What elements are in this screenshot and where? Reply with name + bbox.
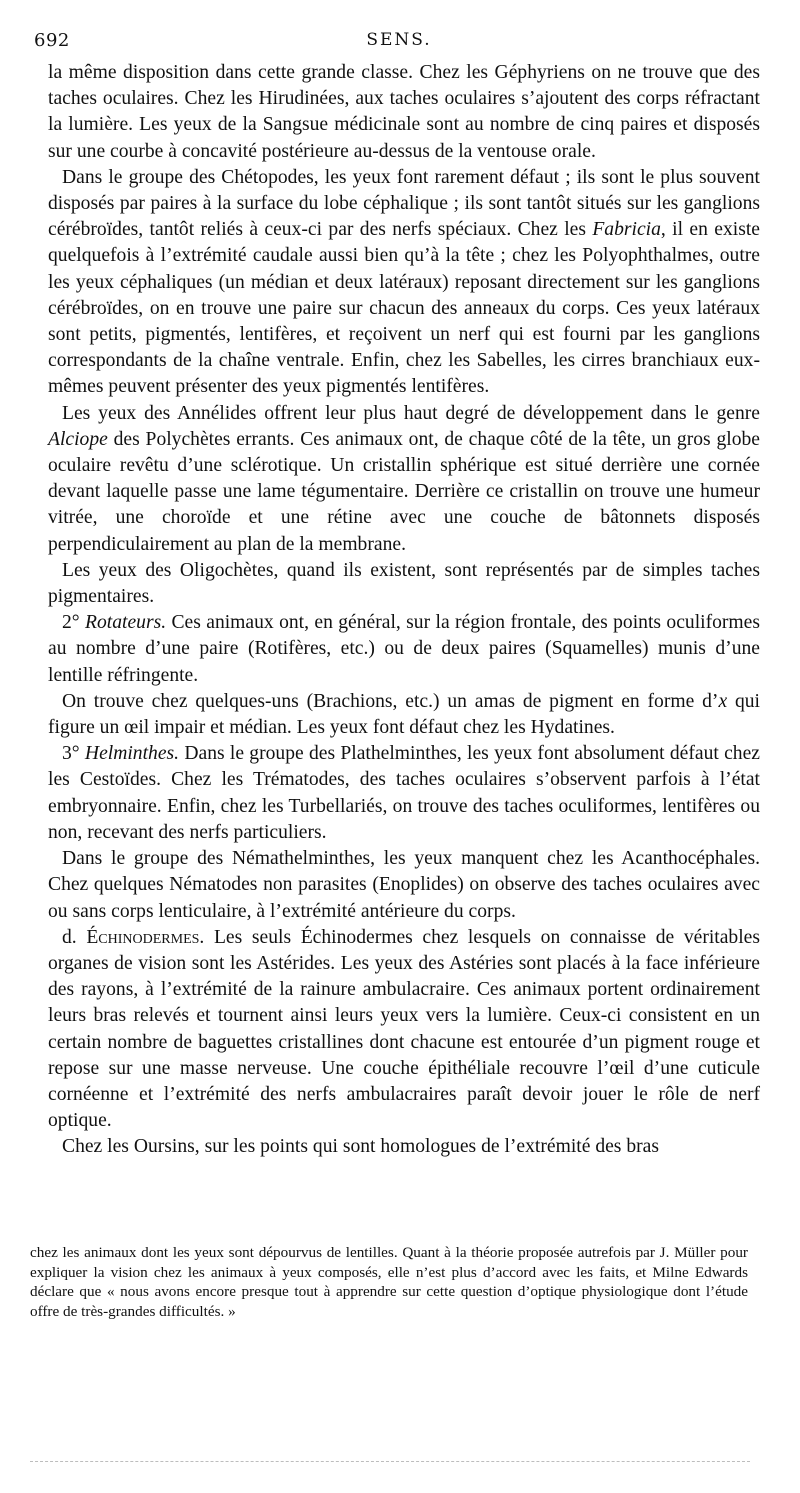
running-head [34,30,764,56]
genus-name-fabricia: Fabricia [592,219,661,241]
genus-name-alciope: Alciope [48,428,108,450]
paragraph-rotateurs [48,610,760,689]
paragraph-text: la même disposition dans cette grande classe. Chez les Géphyriens on ne trouve que des taches oculaires. Chez les Hirudinées, aux taches oculaires s’ajoutent des corps réfractant la lumière. Les yeux de la Sangsue médicinale sont au nombre de cinq paires et disposés sur une courbe à concavité postérieure au-dessus de la ventouse orale. [48,62,760,162]
paragraph-text: des Polychètes errants. Ces animaux ont, de chaque côté de la tête, un gros globe oculaire revêtu d’une sclérotique. Un cristallin sphérique est situé derrière une cornée devant laquelle passe une lame tégumentaire. Derrière ce cristallin on trouve une humeur vitrée, une choroïde et une rétine avec une couche de bâtonnets disposés perpendiculairement au plan de la membrane. [48,428,760,555]
paragraph-text: Ces animaux ont, en général, sur la région frontale, des points oculiformes au nombre d’une paire (Rotifères, etc.) ou de deux paires (Squamelles) munis d’une lentille réfringente. [48,612,760,686]
paragraph-hirudinees [48,60,760,165]
paragraph-text: , il en existe quelquefois à l’extrémité caudale aussi bien qu’à la tête ; chez les Polyophthalmes, outre les yeux céphaliques (un médian et deux latéraux) reposant directement sur les ganglions cérébroïdes, on en trouve une paire sur chacun des anneaux du corps. Ces yeux latéraux sont petits, pigmentés, lentifères, et reçoivent un nerf qui est fourni par les ganglions correspondants de la chaîne ventrale. Enfin, chez les Sabelles, les cirres branchiaux eux-mêmes peuvent présenter des yeux pigmentés lentifères. [48,219,760,398]
paragraph-alciope [48,401,760,558]
footnote-text: chez les animaux dont les yeux sont dépourvus de lentilles. Quant à la théorie proposée autrefois par J. Müller pour expliquer la vision chez les animaux à yeux composés, elle n’est plus d’accord avec les faits, et Milne Edwards déclare que « nous avons encore presque tout à apprendre sur cette question d’optique physiologique dont l’étude offre de très-grandes difficultés. » [30,1244,748,1320]
bottom-divider [30,1461,750,1462]
paragraph-text: Les yeux des Oligochètes, quand ils existent, sont représentés par de simples taches pigmentaires. [48,559,760,608]
paragraph-oligochetes [48,558,760,610]
paragraph-text: Dans le groupe des Némathelminthes, les yeux manquent chez les Acanthocéphales. Chez quelques Nématodes non parasites (Enoplides) on observe des taches oculaires avec ou sans corps lenticulaire, à l’extrémité antérieure du corps. [48,848,760,922]
section-title-helminthes: Helminthes. [84,743,180,765]
section-letter: d. [62,926,77,948]
section-title-echinodermes: Échinodermes. [86,926,205,948]
paragraph-chetopodes [48,165,760,401]
paragraph-text: Dans le groupe des Plathelminthes, les yeux font absolument défaut chez les Cestoïdes. Chez les Trématodes, des taches oculaires s’observent parfois à l’état embryonnaire. Enfin, chez les Turbellariés, on trouve des taches oculiformes, lentifères ou non, recevant des nerfs particuliers. [48,743,760,843]
paragraph-text: Les seuls Échinodermes chez lesquels on connaisse de véritables organes de vision sont les Astérides. Les yeux des Astéries sont placés à la face inférieure des rayons, à l’extrémité de la rainure ambulacraire. Ces animaux portent ordinairement leurs bras relevés et tournent ainsi leurs yeux vers la lumière. Ceux-ci consistent en un certain nombre de baguettes cristallines dont chacune est entourée d’un pigment rouge et repose sur une masse nerveuse. Une couche épithéliale recouvre l’œil d’une cuticule cornéenne et l’extrémité des nerfs ambulacraires paraît devoir jouer le rôle de nerf optique. [48,926,760,1132]
paragraph-brachions [48,689,760,741]
paragraph-text: Les yeux des Annélides offrent leur plus haut degré de développement dans le genre [62,402,760,424]
italic-letter-x: x [718,690,728,712]
paragraph-echinodermes [48,925,760,1135]
section-title-rotateurs: Rotateurs. [85,612,167,634]
section-number: 2° [62,612,80,634]
paragraph-nemathelminthes [48,846,760,925]
paragraph-helminthes [48,741,760,846]
paragraph-text: On trouve chez quelques-uns (Brachions, etc.) un amas de pigment en forme d’ [62,690,719,712]
paragraph-text: Dans le groupe des Chétopodes, les yeux font rarement défaut ; ils sont le plus souvent disposés par paires à la surface du lobe céphalique ; ils sont tantôt situés sur les ganglions cérébroïdes, tantôt reliés à ceux-ci par des nerfs spéciaux. Chez les [48,166,760,241]
body-text [48,60,760,1161]
running-title: SENS. [366,30,432,50]
footnote [30,1243,748,1321]
paragraph-text: qui figure un œil impair et médian. Les yeux font défaut chez les Hydatines. [48,690,760,739]
paragraph-oursins [48,1134,760,1160]
page-number: 692 [34,30,70,51]
section-number: 3° [62,743,80,765]
paragraph-text: Chez les Oursins, sur les points qui sont homologues de l’extrémité des bras [62,1136,659,1158]
